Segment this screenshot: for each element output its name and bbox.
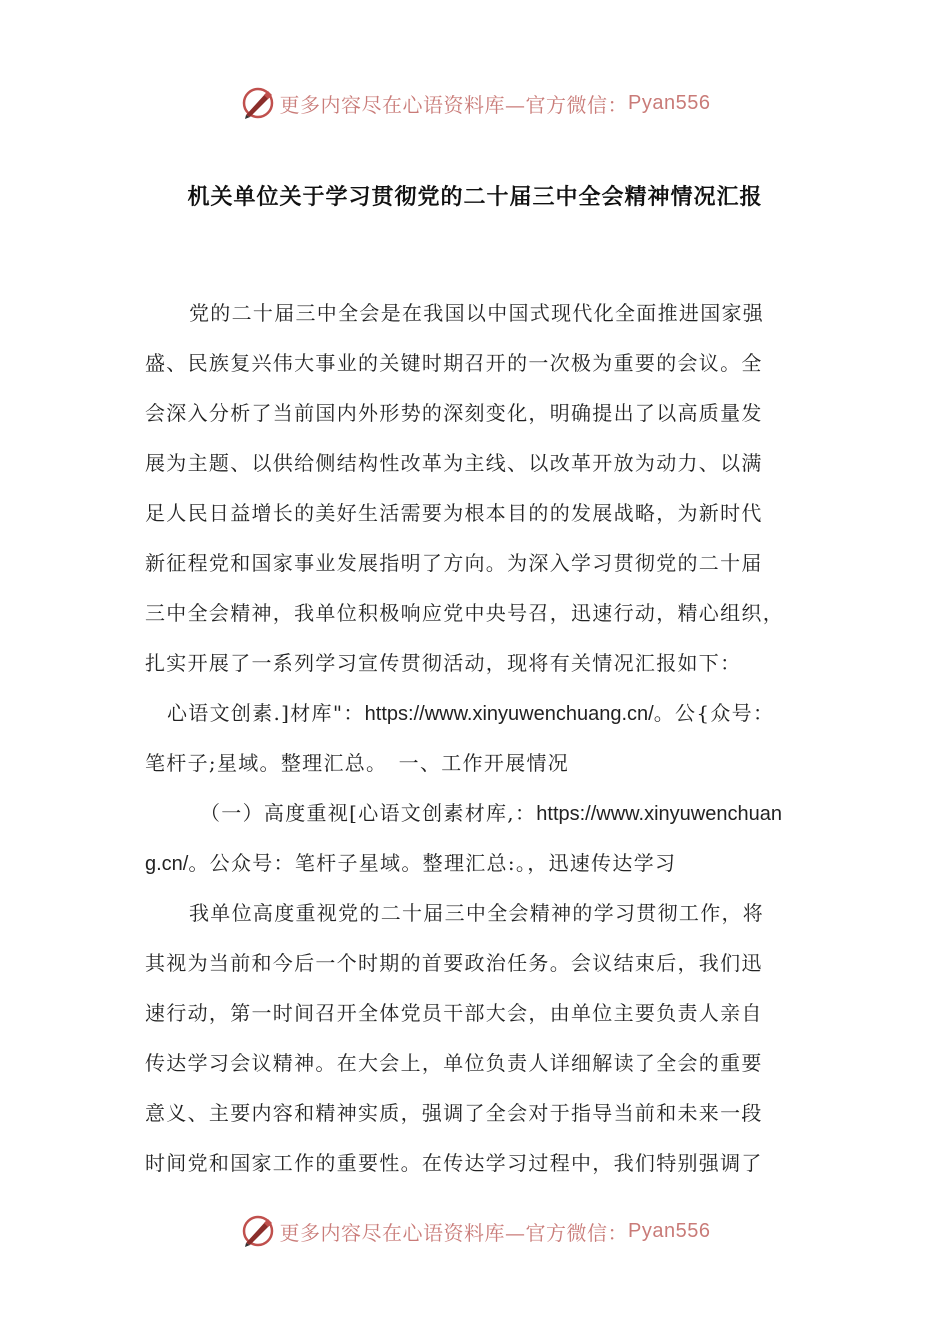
body-line: 意义、主要内容和精神实质，强调了全会对于指导当前和未来一段: [145, 1101, 763, 1125]
pen-logo-icon: [240, 1213, 276, 1249]
line-text: 心语文创素.]材库"：: [167, 701, 365, 725]
site-link[interactable]: https://www.xinyuwenchuang.cn/: [364, 703, 654, 725]
line-text: 。公{众号：: [653, 701, 775, 725]
footer-banner: [0, 1211, 950, 1251]
footer-wechat-id: Pyan556: [628, 1219, 711, 1242]
body-line: 盛、民族复兴伟大事业的关键时期召开的一次极为重要的会议。全: [145, 351, 763, 375]
site-link[interactable]: g.cn/: [145, 853, 189, 875]
body-line: 速行动，第一时间召开全体党员干部大会，由单位主要负责人亲自: [145, 1001, 763, 1025]
subsection-heading-line: [145, 838, 810, 888]
document-body: [145, 288, 810, 1188]
line-text: 。公众号：笔杆子星域。整理汇总:。，迅速传达学习: [188, 851, 677, 875]
body-line: 会深入分析了当前国内外形势的深刻变化，明确提出了以高质量发: [145, 401, 763, 425]
header-text: 更多内容尽在心语资料库—官方微信：: [279, 92, 629, 117]
body-line: 其视为当前和今后一个时期的首要政治任务。会议结束后，我们迅: [145, 951, 763, 975]
body-line: 我单位高度重视党的二十届三中全会精神的学习贯彻工作，将: [189, 901, 765, 925]
body-line-with-link: [145, 688, 810, 738]
subsection-heading-line: [145, 788, 810, 838]
body-line: 足人民日益增长的美好生活需要为根本目的的发展战略，为新时代: [145, 501, 763, 525]
body-line: 三中全会精神，我单位积极响应党中央号召，迅速行动，精心组织，: [145, 601, 784, 625]
body-line: 新征程党和国家事业发展指明了方向。为深入学习贯彻党的二十届: [145, 551, 763, 575]
line-text: （一）高度重视[心语文创素材库,：: [200, 801, 537, 825]
footer-text: 更多内容尽在心语资料库—官方微信：: [279, 1220, 629, 1245]
pen-logo-icon: [240, 85, 276, 121]
body-line: 传达学习会议精神。在大会上，单位负责人详细解读了全会的重要: [145, 1051, 763, 1075]
document-title: 机关单位关于学习贯彻党的二十届三中全会精神情况汇报: [187, 185, 763, 210]
header-banner: [0, 83, 950, 123]
section-heading-line: 笔杆子;星域。整理汇总。 一、工作开展情况: [145, 751, 570, 775]
body-line: 展为主题、以供给侧结构性改革为主线、以改革开放为动力、以满: [145, 451, 763, 475]
header-wechat-id: Pyan556: [628, 91, 711, 114]
body-line: 扎实开展了一系列学习宣传贯彻活动，现将有关情况汇报如下：: [145, 651, 742, 675]
body-line: 党的二十届三中全会是在我国以中国式现代化全面推进国家强: [189, 301, 765, 325]
body-line: 时间党和国家工作的重要性。在传达学习过程中，我们特别强调了: [145, 1151, 763, 1175]
site-link[interactable]: https://www.xinyuwenchuan: [536, 803, 782, 825]
